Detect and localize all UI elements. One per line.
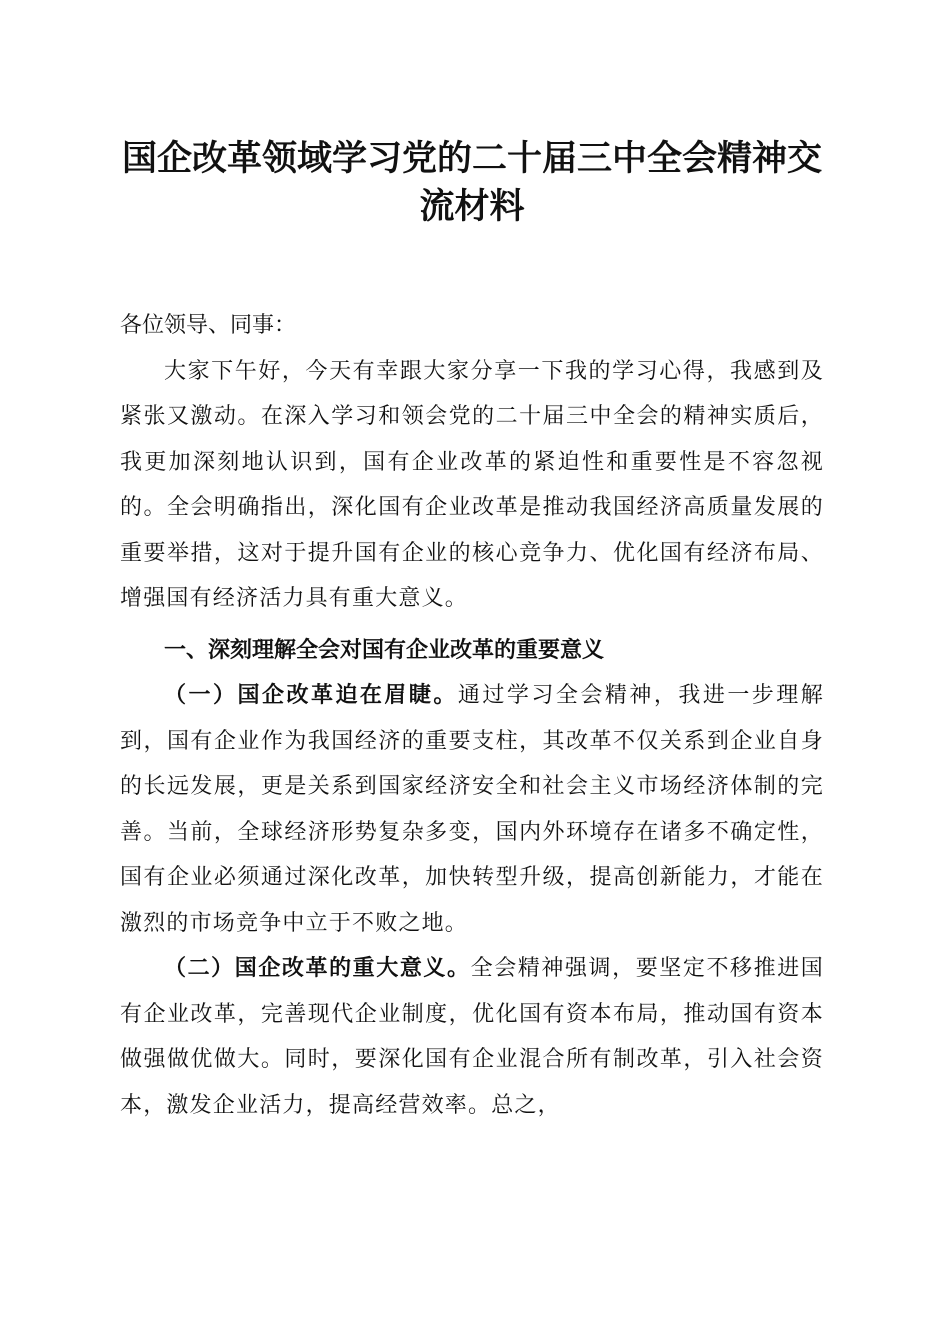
intro-paragraph: 大家下午好，今天有幸跟大家分享一下我的学习心得，我感到及紧张又激动。在深入学习和领会党的二十届三中全会的精神实质后，我更加深刻地认识到，国有企业改革的紧迫性和重要性是不容忽视的。全会明确指出，深化国有企业改革是推动我国经济高质量发展的重要举措，这对于提升国有企业的核心竞争力、优化国有经济布局、增强国有经济活力具有重大意义。: [120, 358, 824, 611]
subsection-1-text: 通过学习全会精神，我进一步理解到，国有企业作为我国经济的重要支柱，其改革不仅关系到企业自身的长远发展，更是关系到国家经济安全和社会主义市场经济体制的完善。当前，全球经济形势复杂多变，国内外环境存在诸多不确定性，国有企业必须通过深化改革，加快转型升级，提高创新能力，才能在激烈的市场竞争中立于不败之地。: [120, 683, 824, 936]
document-title: 国企改革领域学习党的二十届三中全会精神交流材料: [121, 138, 822, 227]
subsection-2-lead: （二）国企改革的重大意义。: [164, 955, 471, 981]
subsection-2-paragraph: [120, 946, 824, 1128]
document-page: [120, 135, 824, 1128]
subsection-1-lead: （一）国企改革迫在眉睫。: [164, 682, 458, 708]
subsection-1-paragraph: [120, 673, 824, 946]
section-1-heading: 一、深刻理解全会对国有企业改革的重要意义: [164, 637, 605, 663]
greeting: 各位领导、同事：: [120, 313, 297, 338]
subsection-2-text: 全会精神强调，要坚定不移推进国有企业改革，完善现代企业制度，优化国有资本布局，推动国有资本做强做优做大。同时，要深化国有企业混合所有制改革，引入社会资本，激发企业活力，提高经营效率。总之，: [120, 956, 824, 1118]
